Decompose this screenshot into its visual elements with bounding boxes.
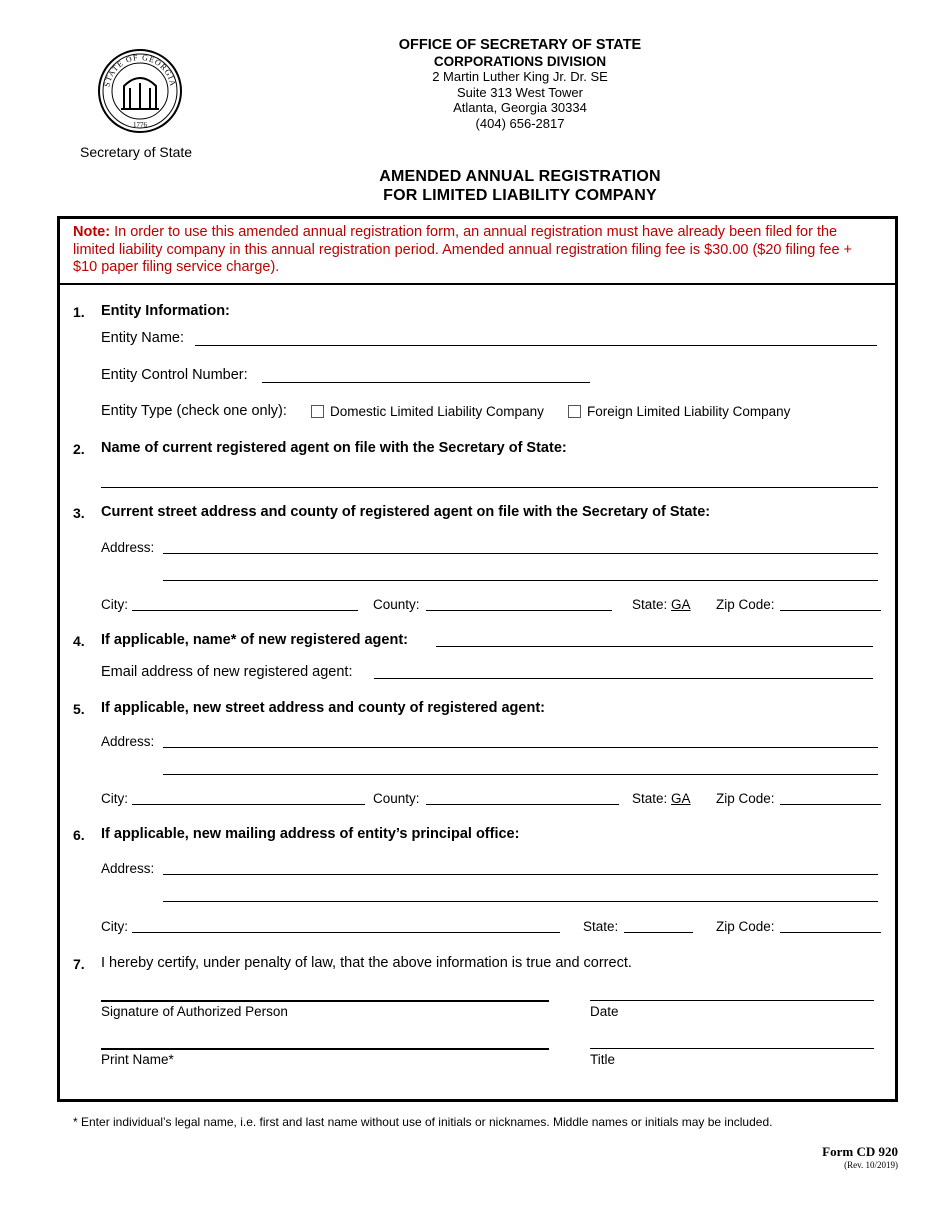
- control-number-field[interactable]: [262, 382, 590, 383]
- s5-state-label: [632, 791, 691, 806]
- s6-address-field-2[interactable]: [163, 901, 878, 902]
- s5-address-label: Address:: [101, 734, 155, 749]
- section-2-heading: Name of current registered agent on file with the Secretary of State:: [101, 440, 567, 456]
- s3-city-label: City:: [101, 597, 128, 612]
- signature-label: Signature of Authorized Person: [101, 1004, 288, 1019]
- section-4-heading: If applicable, name* of new registered agent:: [101, 632, 408, 648]
- s5-county-field[interactable]: [426, 804, 619, 805]
- s5-zip-label: Zip Code:: [716, 791, 775, 806]
- domestic-llc-option[interactable]: [311, 404, 544, 419]
- domestic-llc-label: Domestic Limited Liability Company: [330, 404, 544, 419]
- s3-state-value: GA: [671, 597, 691, 612]
- form-number: Form CD 920: [822, 1144, 898, 1159]
- control-number-label: Entity Control Number:: [101, 367, 248, 383]
- section-1-heading: Entity Information:: [101, 303, 230, 319]
- section-3-number: 3.: [73, 505, 85, 521]
- section-6-heading: If applicable, new mailing address of entity’s principal office:: [101, 826, 520, 842]
- section-1-number: 1.: [73, 304, 85, 320]
- date-field[interactable]: [590, 1000, 874, 1001]
- current-agent-name-field[interactable]: [101, 487, 878, 488]
- s3-zip-field[interactable]: [780, 610, 881, 611]
- s6-address-field-1[interactable]: [163, 874, 878, 875]
- foreign-llc-label: Foreign Limited Liability Company: [587, 404, 791, 419]
- new-agent-email-field[interactable]: [374, 678, 873, 679]
- section-5-heading: If applicable, new street address and county of registered agent:: [101, 700, 545, 716]
- s3-address-field-1[interactable]: [163, 553, 878, 554]
- s3-county-label: County:: [373, 597, 420, 612]
- division-name: CORPORATIONS DIVISION: [433, 53, 607, 69]
- s5-city-label: City:: [101, 791, 128, 806]
- note-text: In order to use this amended annual registration form, an annual registration must have already been filed for the limited liability company in this annual registration period. Amended annual registration filing fee is $30.00 ($20 filing fee + $10 paper filing service charge).: [73, 224, 853, 275]
- address-line-2: Suite 313 West Tower: [457, 84, 583, 100]
- s6-city-field[interactable]: [132, 932, 560, 933]
- section-6-number: 6.: [73, 827, 85, 843]
- print-name-field[interactable]: [101, 1048, 549, 1050]
- s6-state-label: State:: [583, 919, 619, 934]
- s3-zip-label: Zip Code:: [716, 597, 775, 612]
- address-line-1: 2 Martin Luther King Jr. Dr. SE: [432, 69, 608, 84]
- s6-address-label: Address:: [101, 861, 155, 876]
- office-header: [290, 38, 750, 131]
- domestic-llc-checkbox[interactable]: [311, 405, 324, 418]
- print-name-label: Print Name*: [101, 1052, 174, 1067]
- section-5-number: 5.: [73, 701, 85, 717]
- s3-county-field[interactable]: [426, 610, 612, 611]
- office-phone: (404) 656-2817: [475, 115, 565, 131]
- note-divider: [60, 283, 895, 285]
- certify-text: I hereby certify, under penalty of law, that the above information is true and correct.: [101, 955, 632, 971]
- s3-state-label: [632, 597, 691, 612]
- entity-name-label: Entity Name:: [101, 330, 184, 346]
- s3-address-label: Address:: [101, 540, 155, 555]
- signature-field[interactable]: [101, 1000, 549, 1002]
- footnote: * Enter individual’s legal name, i.e. first and last name without use of initials or nicknames. Middle names or initials may be included.: [73, 1115, 773, 1129]
- address-line-3: Atlanta, Georgia 30334: [453, 100, 587, 115]
- new-agent-email-label: Email address of new registered agent:: [101, 664, 353, 680]
- form-title-line-2: FOR LIMITED LIABILITY COMPANY: [383, 187, 657, 204]
- s5-address-field-1[interactable]: [163, 747, 878, 748]
- new-agent-name-field[interactable]: [436, 646, 873, 647]
- form-revision: (Rev. 10/2019): [844, 1160, 898, 1170]
- section-3-heading: Current street address and county of registered agent on file with the Secretary of State:: [101, 504, 711, 520]
- title-label: Title: [590, 1052, 616, 1067]
- seal-caption: Secretary of State: [80, 144, 193, 160]
- title-field[interactable]: [590, 1048, 874, 1049]
- s6-city-label: City:: [101, 919, 128, 934]
- s3-state-text: State:: [632, 597, 668, 612]
- s5-zip-field[interactable]: [780, 804, 881, 805]
- seal-text: STATE OF GEORGIA: [102, 52, 178, 88]
- office-title: OFFICE OF SECRETARY OF STATE: [398, 37, 642, 53]
- entity-type-label: Entity Type (check one only):: [101, 403, 287, 419]
- s5-state-value: GA: [671, 791, 691, 806]
- s3-city-field[interactable]: [132, 610, 358, 611]
- form-title-line-1: AMENDED ANNUAL REGISTRATION: [379, 168, 661, 185]
- entity-name-field[interactable]: [195, 345, 877, 346]
- s5-address-field-2[interactable]: [163, 774, 878, 775]
- s6-state-field[interactable]: [624, 932, 693, 933]
- section-4-number: 4.: [73, 633, 85, 649]
- foreign-llc-option[interactable]: [568, 404, 790, 419]
- s6-zip-label: Zip Code:: [716, 919, 775, 934]
- s5-county-label: County:: [373, 791, 420, 806]
- form-title: [290, 167, 750, 205]
- georgia-state-seal: [97, 48, 183, 134]
- seal-year: 1776: [133, 121, 147, 129]
- section-7-number: 7.: [73, 956, 85, 972]
- s5-state-text: State:: [632, 791, 668, 806]
- date-label: Date: [590, 1004, 619, 1019]
- s6-zip-field[interactable]: [780, 932, 881, 933]
- section-2-number: 2.: [73, 441, 85, 457]
- s3-address-field-2[interactable]: [163, 580, 878, 581]
- foreign-llc-checkbox[interactable]: [568, 405, 581, 418]
- note-block: [73, 224, 878, 277]
- s5-city-field[interactable]: [132, 804, 365, 805]
- note-label: Note:: [73, 224, 111, 240]
